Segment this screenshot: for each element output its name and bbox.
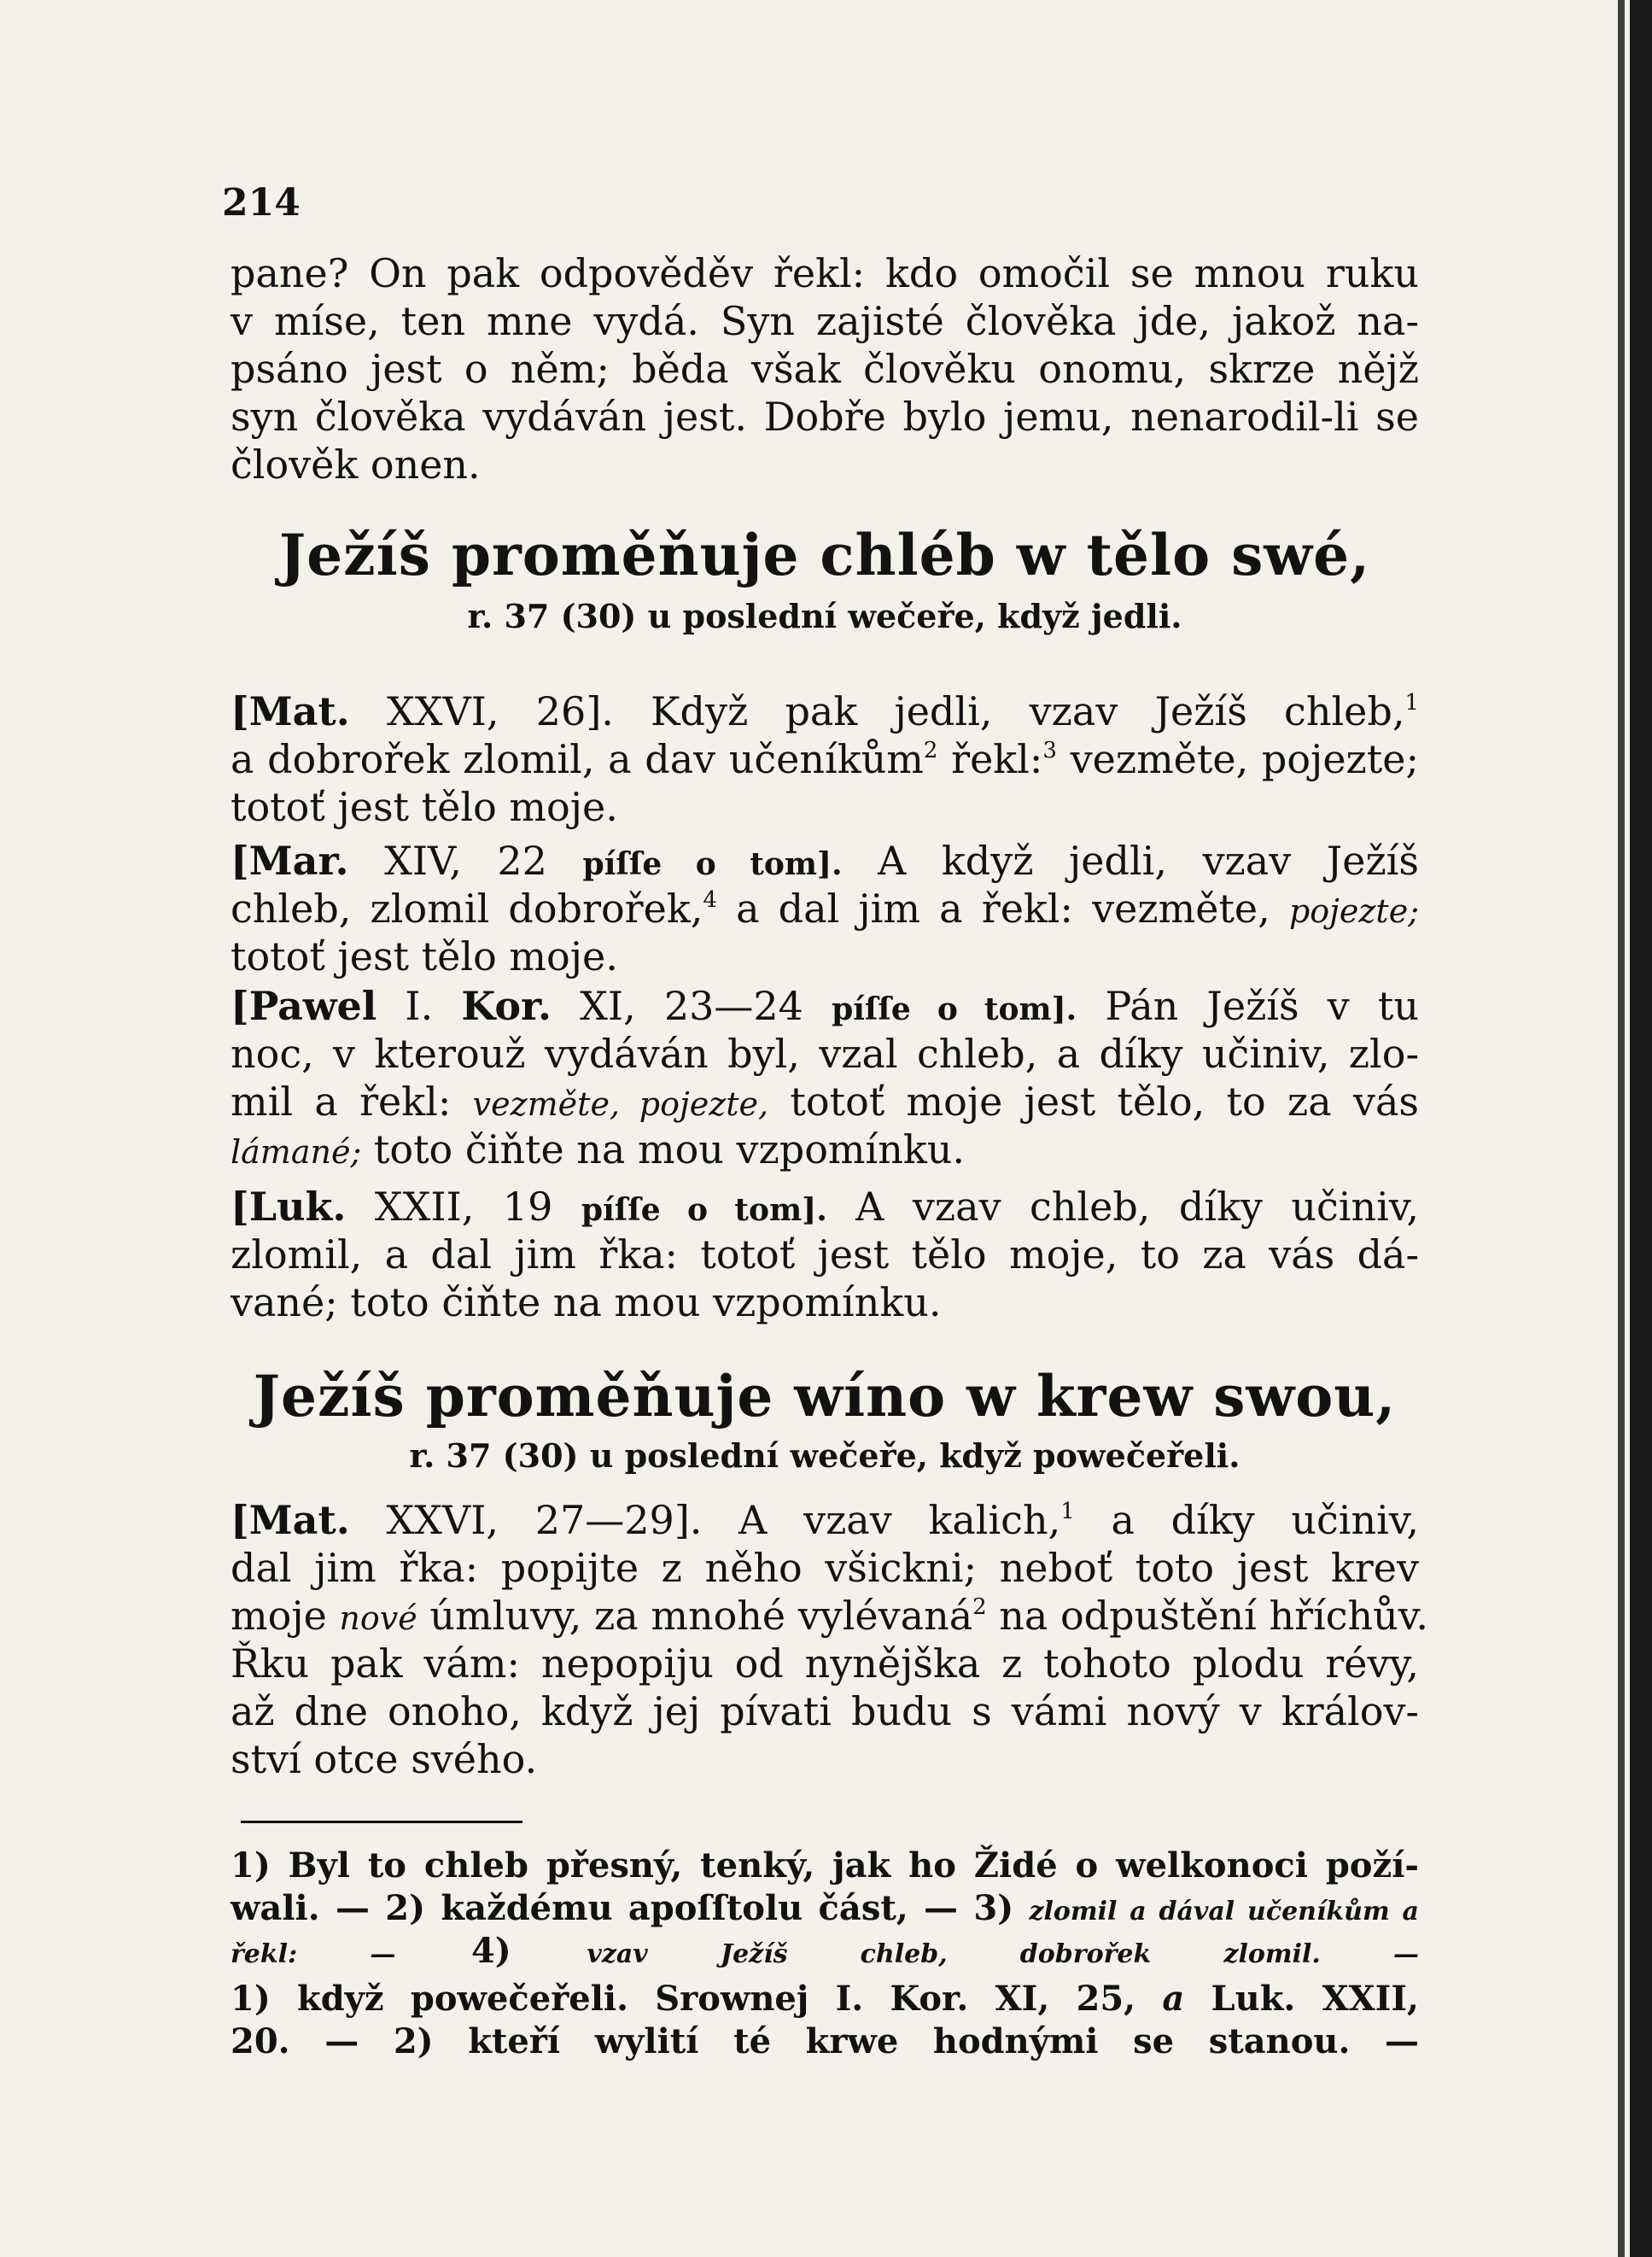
footnote-marker: 3 bbox=[1042, 738, 1057, 763]
text-line bbox=[231, 1496, 1419, 1544]
reference-note: píſſe o tom]. bbox=[581, 1192, 827, 1228]
text-run: Pán Ježíš v tu bbox=[1077, 983, 1419, 1029]
reference-note: píſſe o tom]. bbox=[582, 846, 843, 882]
text-line bbox=[231, 837, 1419, 885]
text-run: wali. — 2) každému apoſſtolu část, — 3) bbox=[231, 1888, 1030, 1928]
footnote-line: 20. — 2) kteří wylití té krwe hodnými se stanou. — bbox=[231, 2021, 1419, 2061]
text-run: XXVI, 26]. Když pak jedli, vzav Ježíš chleb, bbox=[349, 688, 1405, 734]
text-run: XXVI, 27—29]. A vzav kalich, bbox=[349, 1497, 1061, 1543]
italic-run: nové bbox=[339, 1599, 417, 1637]
text-run: 1) když powečeřeli. Srownej I. Kor. XI, 25, bbox=[231, 1979, 1163, 2019]
footnote-marker: 2 bbox=[972, 1594, 987, 1620]
text-line bbox=[231, 885, 1419, 933]
text-run: toto čiňte na mou vzpomínku. bbox=[361, 1126, 965, 1172]
text-line: totoť jest tělo moje. bbox=[231, 784, 618, 830]
text-run: a díky učiniv, bbox=[1074, 1497, 1420, 1543]
paragraph-matthew-wine bbox=[231, 1496, 1428, 1783]
footnote-line: 1) Byl to chleb přesný, tenký, jak ho Židé o welkonoci poží- bbox=[231, 1845, 1419, 1886]
footnote-line bbox=[231, 1887, 1419, 1930]
text-line: vané; toto čiňte na mou vzpomínku. bbox=[231, 1279, 942, 1325]
text-line: noc, v kterouž vydáván byl, vzal chleb, a díky učiniv, zlo- bbox=[231, 1031, 1419, 1077]
text-run: a dal jim a řekl: vezměte, bbox=[716, 886, 1289, 932]
text-run: moje bbox=[231, 1593, 340, 1639]
heading-title: Ježíš proměňuje chléb w tělo swé, bbox=[278, 522, 1371, 588]
italic-run: a bbox=[1162, 1979, 1185, 2019]
text-line: ství otce svého. bbox=[231, 1736, 538, 1782]
scripture-reference: [Mar. bbox=[231, 838, 349, 884]
footnote-marker: 4 bbox=[703, 887, 717, 913]
footnote-marker: 1 bbox=[1060, 1499, 1075, 1524]
text-line bbox=[231, 1126, 1419, 1173]
footnote-divider bbox=[241, 1821, 522, 1823]
text-run: XIV, 22 bbox=[348, 838, 583, 884]
section-heading-wine bbox=[231, 1362, 1419, 1480]
text-run: XI, 23—24 bbox=[552, 983, 832, 1029]
scripture-reference: [Mat. bbox=[231, 1497, 350, 1543]
reference-note: píſſe o tom]. bbox=[832, 991, 1077, 1027]
italic-run: zlomil a dával učeníkům a bbox=[1029, 1897, 1419, 1927]
heading-subtitle: r. 37 (30) u poslední wečeře, když jedli. bbox=[467, 597, 1182, 635]
text-line bbox=[231, 982, 1419, 1030]
text-run: a dobrořek zlomil, a dav učeníkům bbox=[231, 736, 924, 782]
text-run: A vzav chleb, díky učiniv, bbox=[826, 1184, 1420, 1230]
text-line: dal jim řka: popijte z něho všickni; neboť toto jest krev bbox=[231, 1545, 1419, 1591]
paragraph-matthew bbox=[231, 687, 1419, 831]
heading-title: Ježíš proměňuje wíno w krew swou, bbox=[253, 1363, 1397, 1430]
page-number: 214 bbox=[222, 181, 301, 225]
scripture-reference: Kor. bbox=[461, 983, 552, 1029]
text-line: až dne onoho, když jej pívati budu s vámi nový v králov- bbox=[231, 1688, 1419, 1734]
text-run: Luk. XXII, bbox=[1184, 1979, 1419, 2019]
paragraph-paul bbox=[231, 982, 1419, 1173]
scripture-reference: [Pawel bbox=[231, 983, 377, 1029]
paragraph-luke bbox=[231, 1183, 1419, 1326]
text-line bbox=[231, 1592, 1428, 1640]
text-line: v míse, ten mne vydá. Syn zajisté člověka jde, jakož na- bbox=[231, 298, 1419, 344]
text-line: Řku pak vám: nepopiju od nynějška z tohoto plodu révy, bbox=[231, 1640, 1419, 1687]
text-run: 4) bbox=[395, 1931, 587, 1971]
scripture-reference: [Mat. bbox=[231, 688, 350, 734]
italic-run: vzav Ježíš chleb, dobrořek zlomil. — bbox=[587, 1939, 1420, 1969]
text-run: úmluvy, za mnohé vylévaná bbox=[417, 1593, 973, 1639]
paragraph-mark bbox=[231, 837, 1419, 980]
text-run: na odpuštění hříchův. bbox=[986, 1593, 1428, 1639]
footnotes bbox=[231, 1845, 1419, 2063]
italic-run: pojezte; bbox=[1288, 892, 1419, 930]
text-run: vezměte, pojezte; bbox=[1056, 736, 1419, 782]
text-line: totoť jest tělo moje. bbox=[231, 933, 618, 979]
text-run: totoť moje jest tělo, to za vás bbox=[768, 1079, 1420, 1125]
text-line: psáno jest o něm; běda však člověku onomu, skrze nějž bbox=[231, 346, 1419, 392]
heading-subtitle: r. 37 (30) u poslední wečeře, když powečeřeli. bbox=[409, 1436, 1240, 1475]
section-heading-bread bbox=[231, 521, 1419, 640]
page-edge-shadow bbox=[1630, 0, 1652, 2257]
text-run: řekl: bbox=[937, 736, 1043, 782]
footnote-marker: 1 bbox=[1404, 690, 1419, 716]
text-run: mil a řekl: bbox=[231, 1079, 473, 1125]
text-run: I. bbox=[377, 983, 462, 1029]
italic-run: vezměte, pojezte, bbox=[472, 1085, 769, 1123]
text-line bbox=[231, 1078, 1419, 1126]
footnote-line bbox=[231, 1930, 1419, 1973]
text-line bbox=[231, 735, 1419, 783]
text-line: syn člověka vydáván jest. Dobře bylo jemu, nenarodil-li se bbox=[231, 394, 1419, 440]
text-line bbox=[231, 687, 1419, 735]
text-line: člověk onen. bbox=[231, 441, 481, 488]
footnote-marker: 2 bbox=[923, 738, 938, 763]
text-line: pane? On pak odpověděv řekl: kdo omočil se mnou ruku bbox=[231, 250, 1419, 296]
scripture-reference: [Luk. bbox=[231, 1184, 347, 1230]
text-line bbox=[231, 1183, 1419, 1231]
italic-run: řekl: — bbox=[231, 1939, 396, 1969]
opening-paragraph bbox=[231, 249, 1419, 488]
text-line: zlomil, a dal jim řka: totoť jest tělo moje, to za vás dá- bbox=[231, 1231, 1419, 1278]
footnote-line bbox=[231, 1978, 1419, 2020]
text-run: chleb, zlomil dobrořek, bbox=[231, 886, 703, 932]
italic-run: lámané; bbox=[231, 1133, 362, 1171]
text-run: XXII, 19 bbox=[346, 1184, 581, 1230]
text-run: A když jedli, vzav Ježíš bbox=[842, 838, 1419, 884]
